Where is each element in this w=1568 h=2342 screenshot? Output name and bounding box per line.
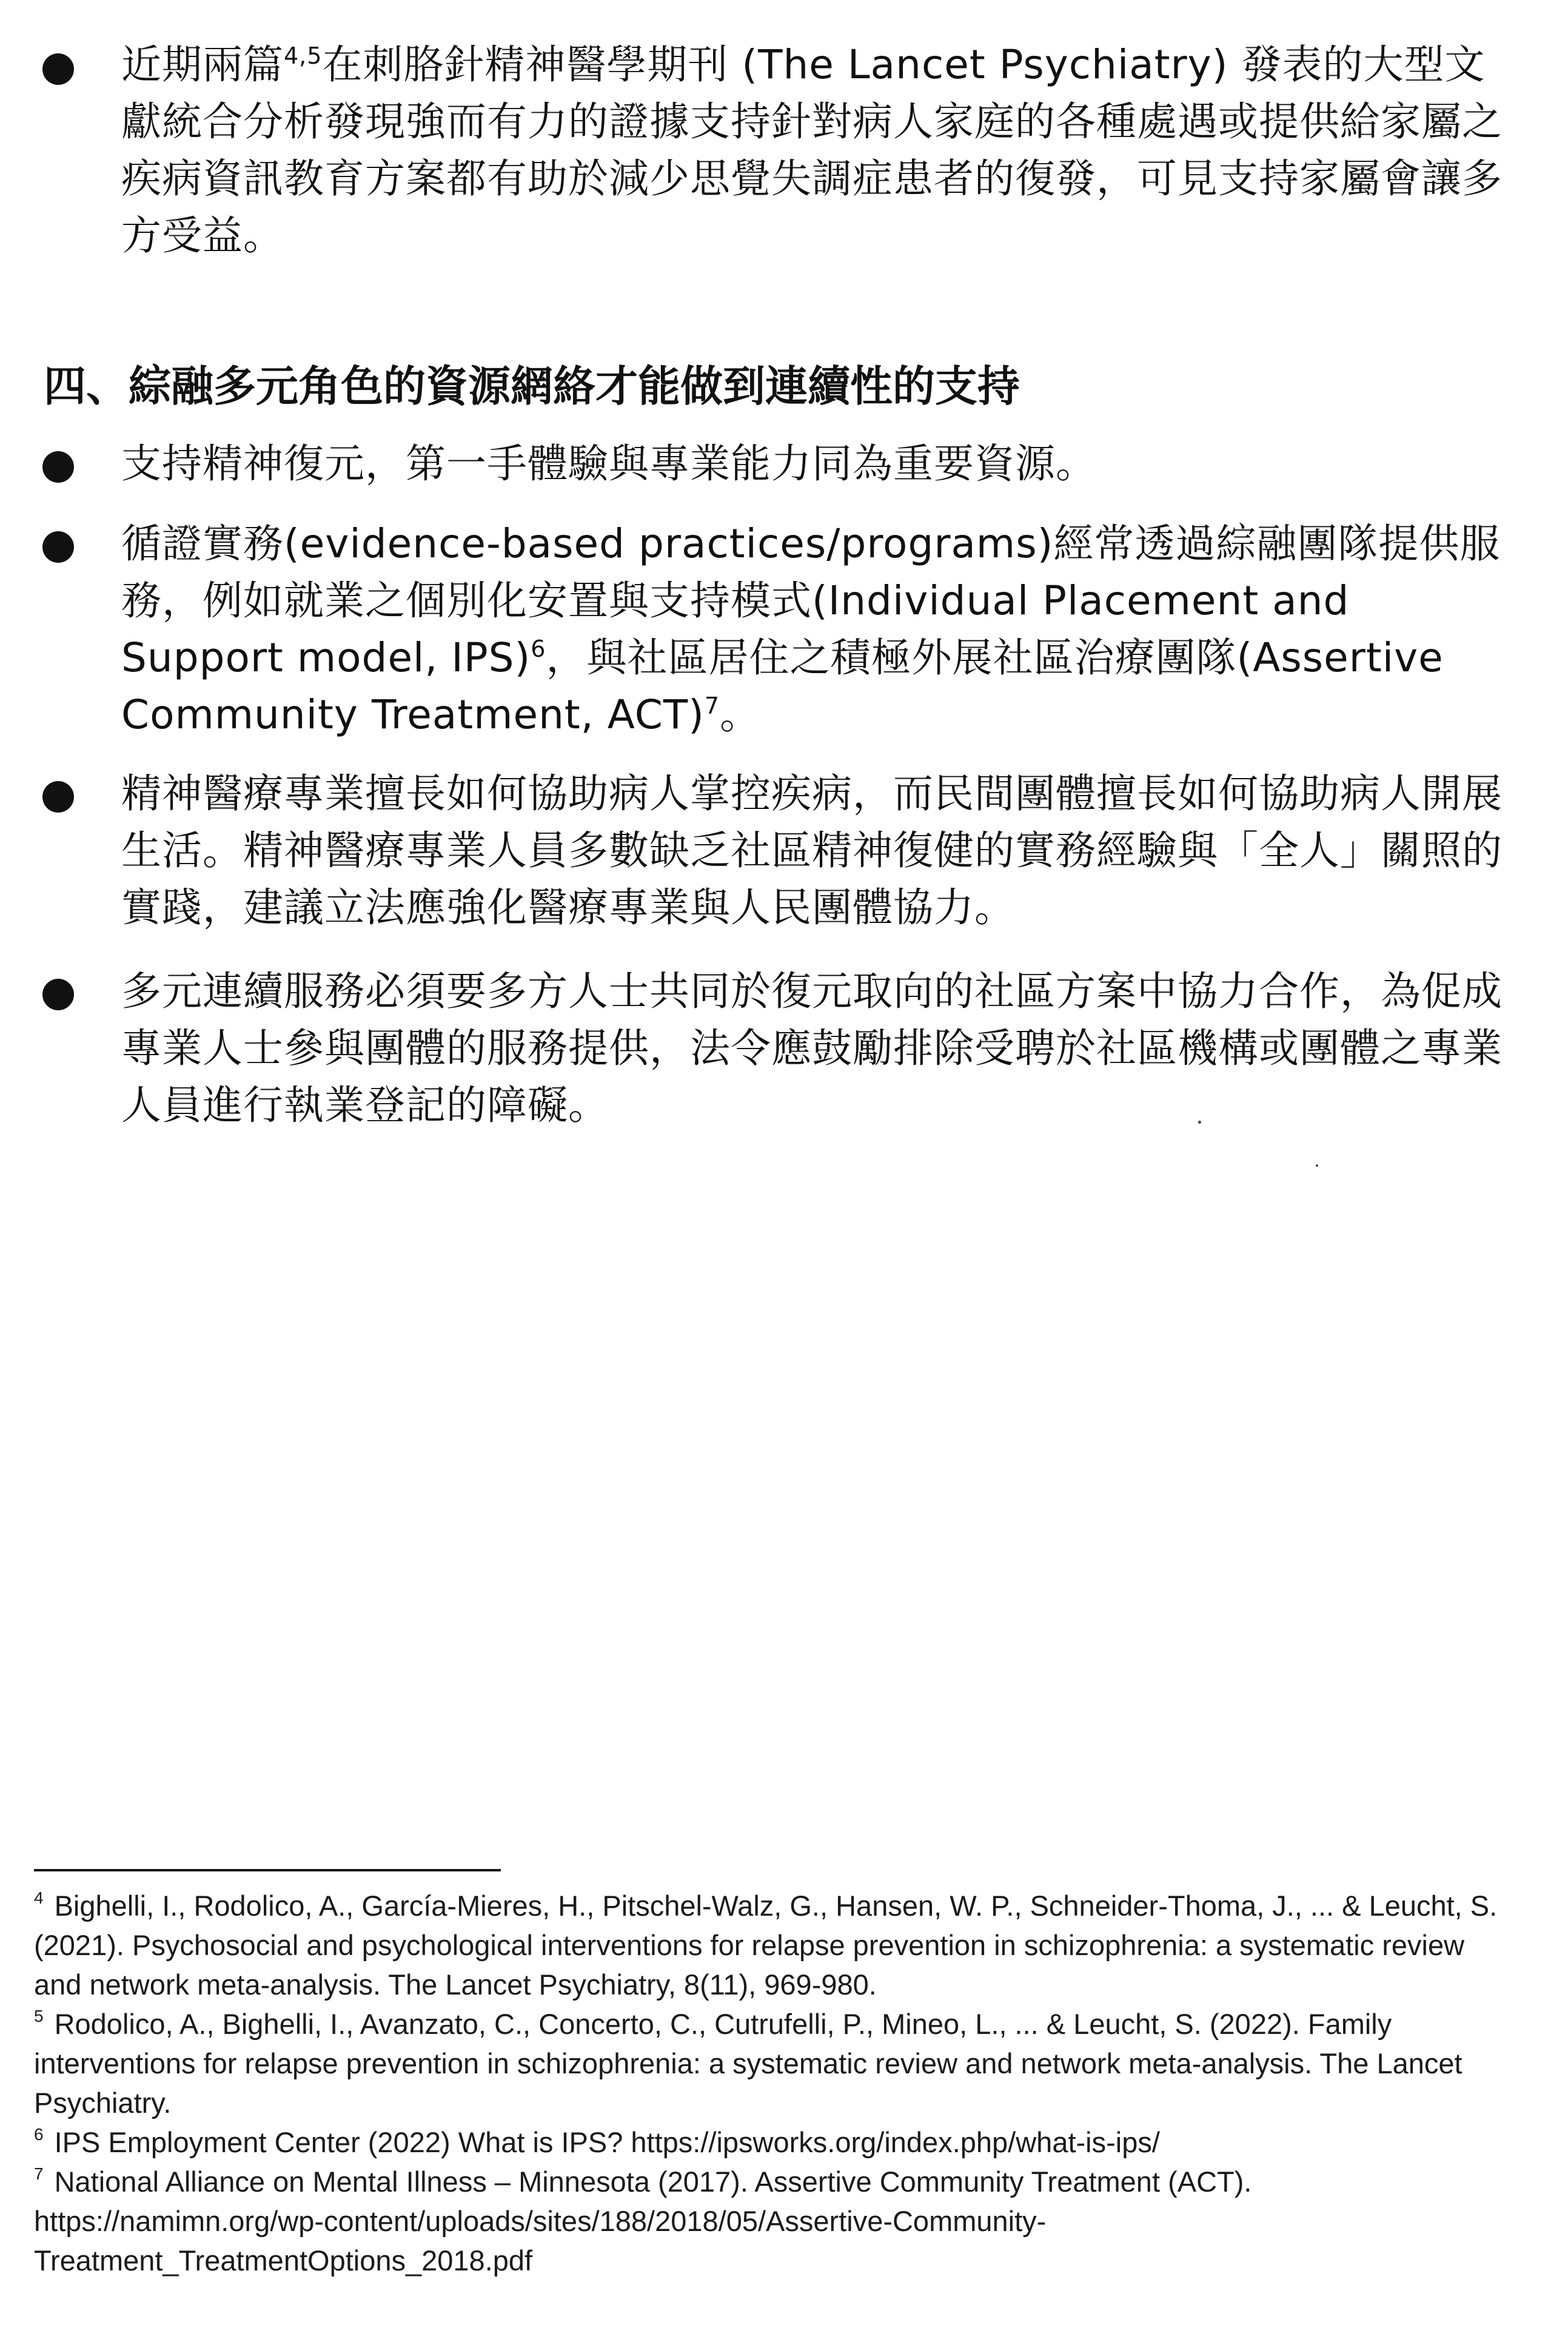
footnote-7 — [34, 2162, 1513, 2280]
section-heading: 四、綜融多元角色的資源網絡才能做到連續性的支持 — [44, 361, 1020, 411]
bullet-dot — [42, 53, 74, 85]
footnotes — [34, 1886, 1513, 2280]
bullet-dot — [42, 451, 74, 483]
bullet-dot — [42, 781, 74, 813]
bullet-text: 支持精神復元，第一手體驗與專業能力同為重要資源。 — [121, 440, 1096, 487]
footnote-6 — [34, 2122, 1513, 2162]
footnote-number: 5 — [34, 2007, 44, 2025]
scan-speck — [1198, 1121, 1201, 1124]
footnote-text: IPS Employment Center (2022) What is IPS? https://ipsworks.org/index.php/what-is-ips/ — [54, 2126, 1160, 2158]
bullet-item-registration — [42, 963, 1522, 1134]
footnote-separator — [34, 1869, 501, 1871]
bullet-text — [121, 36, 1522, 264]
footnote-ref: 4,5 — [284, 42, 323, 69]
bullet-text: 精神醫療專業擅長如何協助病人掌控疾病，而民間團體擅長如何協助病人開展生活。精神醫療專業人員多數缺乏社區精神復健的實務經驗與「全人」關照的實踐，建議立法應強化醫療專業與人民團體協力。 — [121, 770, 1503, 931]
footnote-text: National Alliance on Mental Illness – Minnesota (2017). Assertive Community Treatment (ACT). https://namimn.org/wp-content/uploads/sites/188/2018/05/Assertive-Community-Treatment_TreatmentOptions_2018.pdf — [34, 2166, 1252, 2277]
bullet-text — [121, 515, 1522, 743]
bullet-text-part1: 循證實務(evidence-based practices/programs)經常透過綜融團隊提供服務，例如就業之個別化安置與支持模式(Individual Placement and Support model, IPS) — [121, 520, 1501, 681]
bullet-dot — [42, 531, 74, 563]
bullet-text-post: 在刺胳針精神醫學期刊 (The Lancet Psychiatry) 發表的大型文獻統合分析發現強而有力的證據支持針對病人家庭的各種處遇或提供給家屬之疾病資訊教育方案都有助於減少思覺失調症患者的復發，可見支持家屬會讓多方受益。 — [121, 41, 1503, 259]
bullet-item-evidence-based — [42, 515, 1522, 743]
footnote-ref: 6 — [531, 636, 546, 662]
footnote-number: 6 — [34, 2125, 44, 2144]
footnote-number: 7 — [34, 2164, 44, 2183]
bullet-item-lancet — [42, 36, 1522, 264]
footnote-ref: 7 — [704, 693, 720, 719]
footnote-text: Bighelli, I., Rodolico, A., García-Mieres, H., Pitschel-Walz, G., Hansen, W. P., Schneider-Thoma, J., ... & Leucht, S. (2021). Psychosocial and psychological interventions for relapse prevention in schizophrenia: a systematic review and network meta-analysis. The Lancet Psychiatry, 8(11), 969-980. — [34, 1890, 1498, 2001]
footnote-number: 4 — [34, 1888, 44, 1907]
scan-speck — [1316, 1164, 1318, 1167]
footnote-4 — [34, 1886, 1513, 2004]
bullet-text-pre: 近期兩篇 — [121, 41, 284, 88]
bullet-text-part3: 。 — [720, 691, 761, 738]
bullet-item-resources — [42, 435, 1522, 492]
bullet-item-collaboration — [42, 765, 1522, 936]
bullet-text-part2: ，與社區居住之積極外展社區治療團隊(Assertive Community Treatment, ACT) — [121, 634, 1444, 738]
bullet-dot — [42, 979, 74, 1010]
footnote-5 — [34, 2004, 1513, 2122]
bullet-text: 多元連續服務必須要多方人士共同於復元取向的社區方案中協力合作，為促成專業人士參與團體的服務提供，法令應鼓勵排除受聘於社區機構或團體之專業人員進行執業登記的障礙。 — [121, 968, 1503, 1129]
footnote-text: Rodolico, A., Bighelli, I., Avanzato, C., Concerto, C., Cutrufelli, P., Mineo, L., ... & Leucht, S. (2022). Family interventions for relapse prevention in schizophrenia: a systematic review and network meta-analysis. The Lancet Psychiatry. — [34, 2008, 1462, 2119]
